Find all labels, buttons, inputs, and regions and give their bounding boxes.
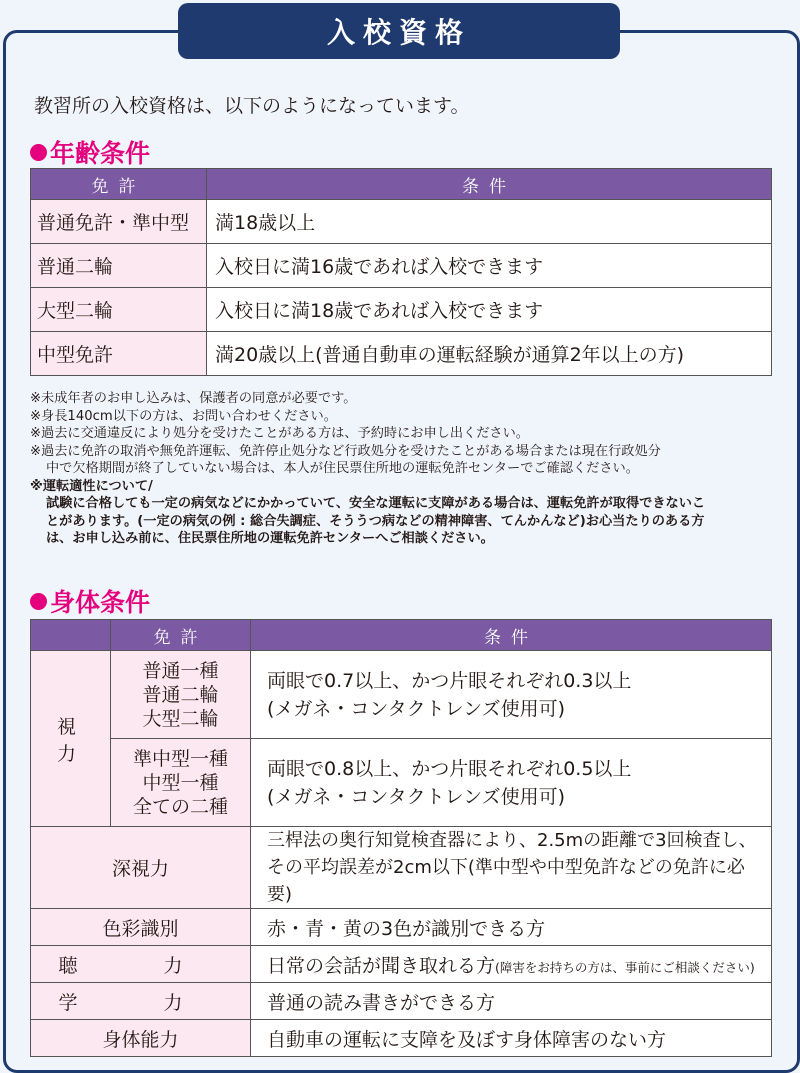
vision-label: 視 力 [31,651,111,827]
table-row: 普通免許・準中型 満18歳以上 [31,200,772,244]
table-header-row [31,620,772,651]
physical-label: 身体能力 [31,1020,251,1057]
page-title: 入校資格 [178,3,620,59]
table-row: 身体能力 自動車の運転に支障を及ぼす身体障害のない方 [31,1020,772,1057]
table-row: 普通二輪 入校日に満16歳であれば入校できます [31,244,772,288]
table-row: 色彩識別 赤・青・黄の3色が識別できる方 [31,909,772,946]
age-section-title: 年齢条件 [30,134,150,170]
table-row: 学 力 普通の読み書きができる方 [31,983,772,1020]
table-row: 聴 力 日常の会話が聞き取れる方(障害をお持ちの方は、事前にご相談ください) [31,946,772,983]
body-table [30,619,772,1057]
body-section-title: 身体条件 [30,583,150,619]
color-label: 色彩識別 [31,909,251,946]
header-condition: 条件 [207,169,772,200]
academic-label: 学 力 [31,983,251,1020]
table-row: 準中型一種 中型一種 全ての二種 両眼で0.8以上、かつ片眼それぞれ0.5以上 (メガネ・コンタクトレンズ使用可) [31,739,772,827]
header-license: 免許 [111,620,251,651]
intro-text: 教習所の入校資格は、以下のようになっています。 [34,95,470,117]
table-row: 大型二輪 入校日に満18歳であれば入校できます [31,288,772,332]
bullet-dot-icon [30,144,47,161]
table-row: 深視力 三桿法の奥行知覚検査器により、2.5mの距離で3回検査し、 その平均誤差が2cm以下(準中型や中型免許などの免許に必要) [31,827,772,909]
age-table [30,168,772,376]
header-condition: 条件 [251,620,772,651]
hearing-label: 聴 力 [31,946,251,983]
depth-label: 深視力 [31,827,251,909]
table-header-row [31,169,772,200]
bullet-dot-icon [30,593,47,610]
table-row: 視 力 普通一種 普通二輪 大型二輪 両眼で0.7以上、かつ片眼それぞれ0.3以上 (メガネ・コンタクトレンズ使用可) [31,651,772,739]
table-row: 中型免許 満20歳以上(普通自動車の運転経験が通算2年以上の方) [31,332,772,376]
header-license: 免許 [31,169,207,200]
notes-block: ※未成年者のお申し込みは、保護者の同意が必要です。 ※身長140cm以下の方は、お問い合わせください。 ※過去に交通違反により処分を受けたことがある方は、予約時にお申し出ください。 ※過去に免許の取消や無免許運転、免許停止処分など行政処分を受けたことがある場合または現在行政処分 中で欠格期間が終了していない場合は、本人が住民票住所地の運転免許センターでご確認ください。 ※運転適性について/ 試験に合格しても一定の病気などにかかっていて、安全な運転に支障がある場合は、運転免許が取得できないこ とがあります。(一定の病気の例 : 総合失調症、そううつ病などの精神障害、てんかんなど)お心当たりのある方 は、お申し込み前に、住民票住所地の運転免許センターへご相談ください。 [30,391,706,546]
